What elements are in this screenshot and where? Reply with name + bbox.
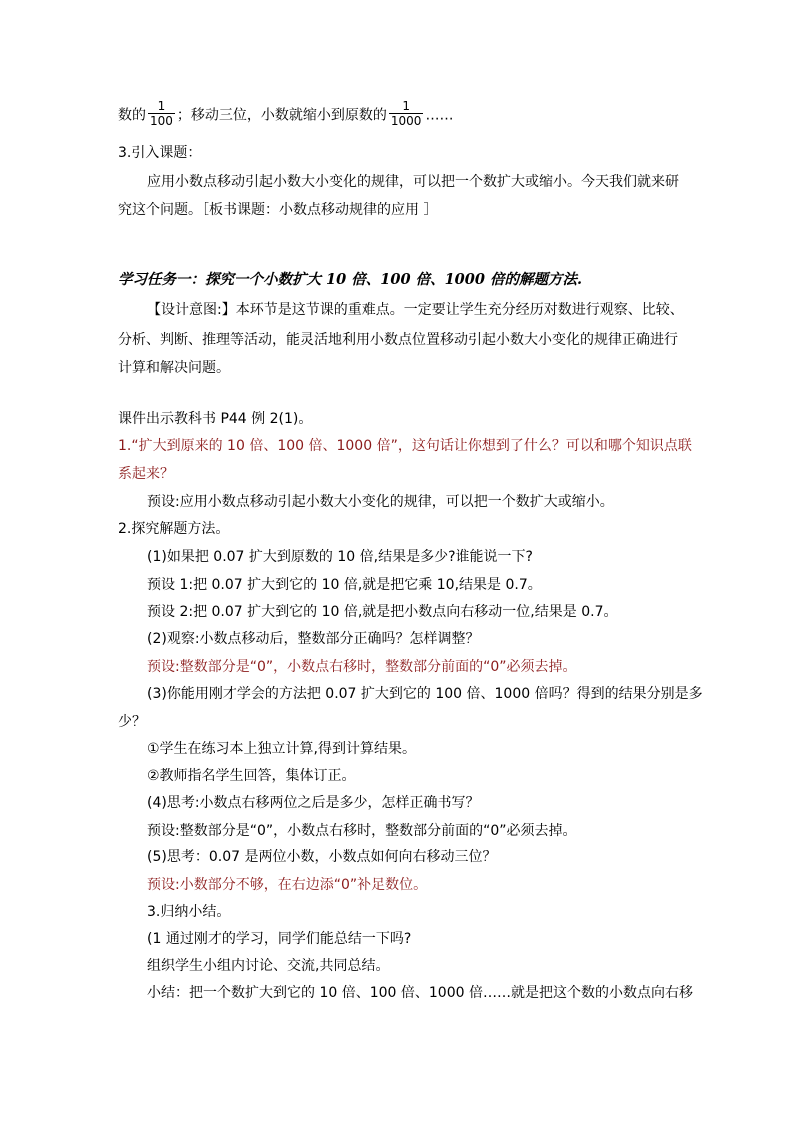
step-line: (4)思考:小数点右移两位之后是多少，怎样正确书写？	[147, 795, 480, 811]
design-intent-line: 分析、判断、推理等活动，能灵活地利用小数点位置移动引起小数大小变化的规律正确进行	[118, 332, 678, 348]
step-line: (3)你能用刚才学会的方法把 0.07 扩大到它的 100 倍、1000 倍吗？得到的结果分别是多	[147, 686, 703, 702]
intro-paragraph-line: 应用小数点移动引起小数大小变化的规律，可以把一个数扩大或缩小。今天我们就来研	[147, 174, 679, 190]
step-line: (1)如果把 0.07 扩大到原数的 10 倍,结果是多少?谁能说一下?	[147, 549, 533, 565]
intro-paragraph-line: 究这个问题。［板书课题：小数点移动规律的应用 ］	[118, 202, 438, 218]
design-intent-line: 计算和解决问题。	[118, 360, 230, 376]
explore-heading: 2.探究解题方法。	[118, 521, 230, 537]
intro-heading: 3.引入课题：	[118, 145, 202, 161]
text-part: 数的	[118, 107, 146, 124]
preset-line: 预设:小数部分不够，在右边添“0”补足数位。	[147, 877, 428, 893]
fraction-1-1000	[389, 99, 424, 128]
preset-line: 预设:整数部分是“0”，小数点右移时，整数部分前面的“0”必须去掉。	[147, 823, 577, 839]
design-intent-line: 【设计意图:】本环节是这节课的重难点。一定要让学生充分经历对数进行观察、比较、	[147, 302, 684, 318]
summary-heading: 3.归纳小结。	[147, 904, 231, 920]
preset-line: 预设:应用小数点移动引起小数大小变化的规律，可以把一个数扩大或缩小。	[147, 494, 614, 510]
fraction-denominator: 100	[150, 114, 173, 128]
text-part: ……	[425, 107, 454, 124]
step-line: (2)观察:小数点移动后，整数部分正确吗？怎样调整？	[147, 631, 480, 647]
step-line: (5)思考：0.07 是两位小数，小数点如何向右移动三位？	[147, 849, 497, 865]
task-title: 学习任务一：探究一个小数扩大 10 倍、100 倍、1000 倍的解题方法.	[118, 271, 583, 288]
fraction-1-100	[148, 99, 175, 128]
fraction-numerator: 1	[148, 99, 175, 114]
preset-line: 预设:整数部分是“0”，小数点右移时，整数部分前面的“0”必须去掉。	[147, 659, 577, 675]
fraction-numerator: 1	[389, 99, 424, 114]
preset-line: 预设 2:把 0.07 扩大到它的 10 倍,就是把小数点向右移动一位,结果是 0.7。	[147, 604, 618, 620]
question-line: 1.“扩大到原来的 10 倍、100 倍、1000 倍”，这句话让你想到了什么？可以和哪个知识点联	[118, 438, 692, 454]
fraction-line	[118, 101, 453, 130]
question-line: 系起来？	[118, 466, 174, 482]
summary-line: 小结：把一个数扩大到它的 10 倍、100 倍、1000 倍……就是把这个数的小数点向右移	[147, 985, 693, 1001]
summary-line: (1 通过刚才的学习，同学们能总结一下吗?	[147, 931, 412, 947]
summary-line: 组织学生小组内讨论、交流,共同总结。	[147, 958, 390, 974]
list-item: ②教师指名学生回答，集体订正。	[147, 768, 356, 784]
fraction-denominator: 1000	[390, 114, 422, 128]
list-item: ①学生在练习本上独立计算,得到计算结果。	[147, 741, 416, 757]
preset-line: 预设 1:把 0.07 扩大到它的 10 倍,就是把它乘 10,结果是 0.7。	[147, 577, 542, 593]
step-line: 少？	[118, 714, 146, 730]
courseware-line: 课件出示教科书 P44 例 2(1)。	[118, 411, 313, 427]
text-part: ；移动三位，小数就缩小到原数的	[176, 107, 387, 124]
